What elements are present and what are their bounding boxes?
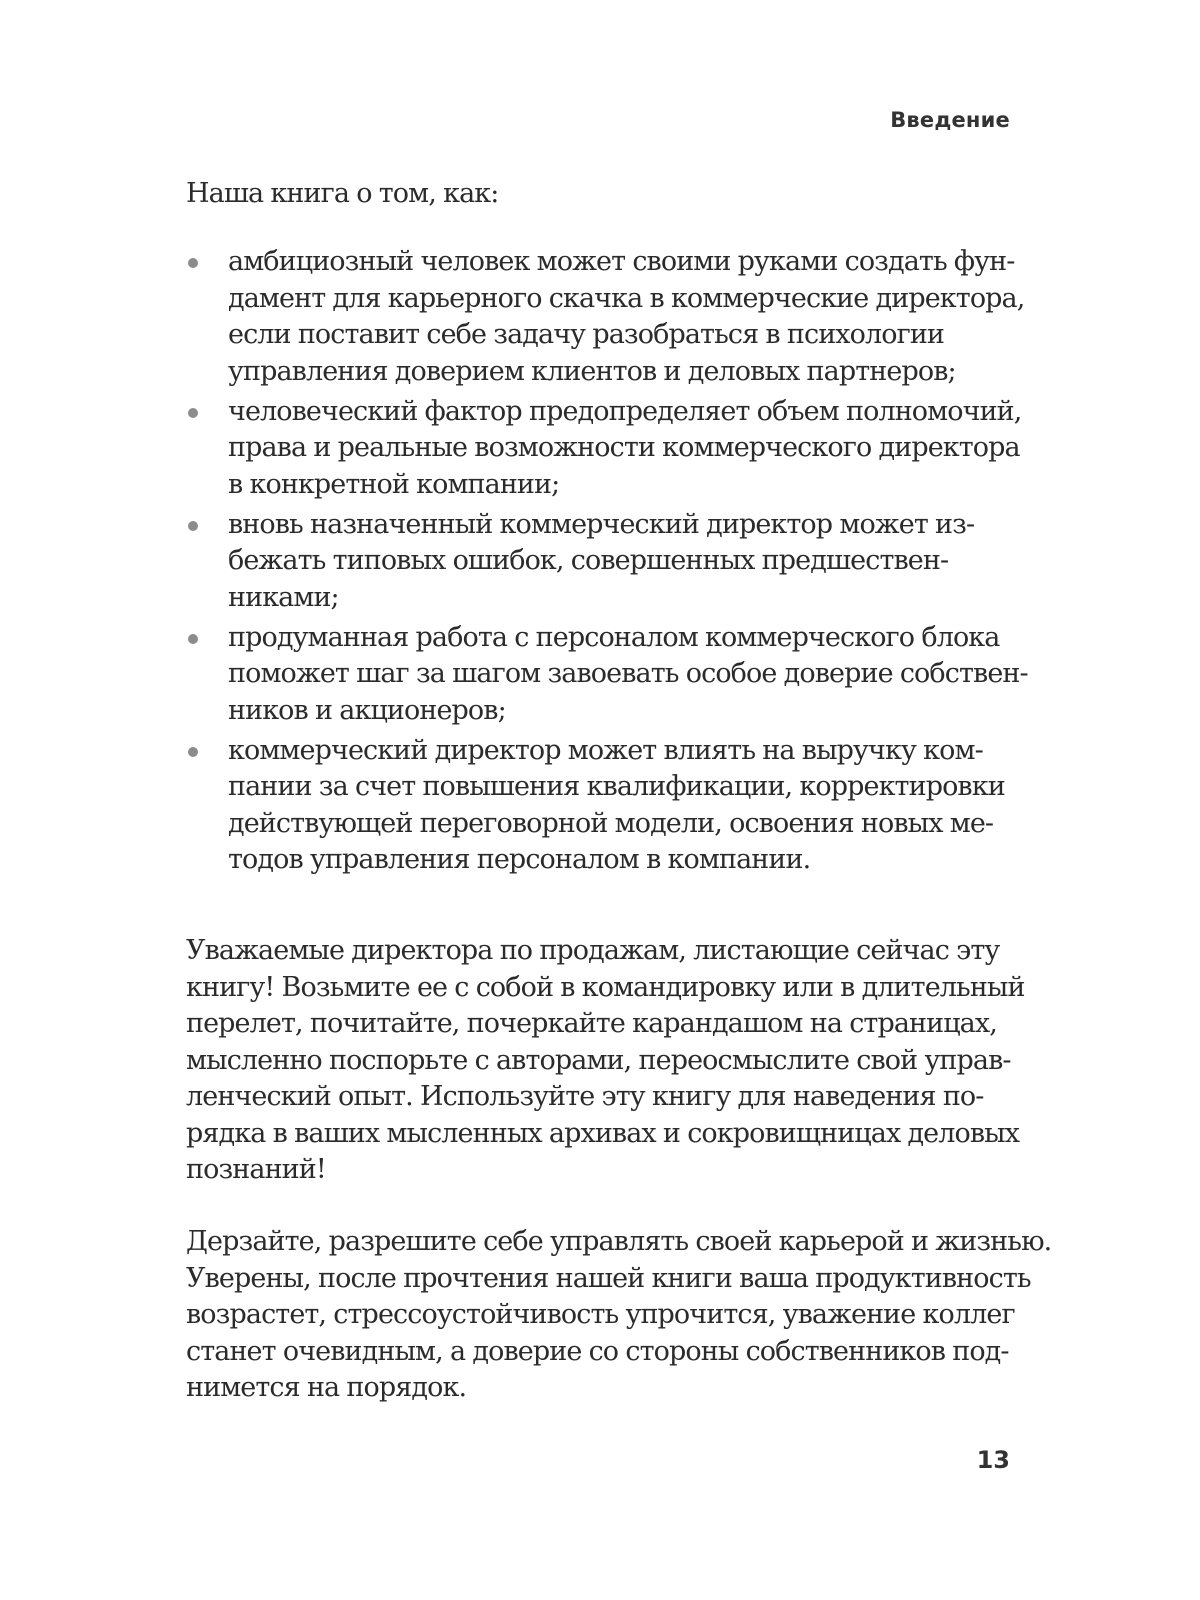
bullet-item [186,394,1022,504]
text-line: мысленно поспорьте с авторами, переосмыслите свой управ- [186,1044,1011,1076]
bullet-item [186,620,1028,730]
text-line: управления доверием клиентов и деловых партнеров; [228,355,956,387]
text-line: если поставит себе задачу разобраться в психологии [228,319,945,350]
text-line: Уверены, после прочтения нашей книги ваша продуктивность [186,1262,1031,1294]
page-number: 13 [976,1446,1010,1474]
text-line: рядка в ваших мысленных архивах и сокровищницах деловых [186,1117,1020,1149]
text-line: права и реальные возможности коммерческого директора [228,432,1020,463]
bullet-list [186,244,1028,882]
bullet-dot-icon [188,634,198,644]
bullet-dot-icon [188,747,198,757]
running-head: Введение [890,108,1010,132]
paragraph-directors [186,933,1025,1189]
text-line: познаний! [186,1154,326,1185]
text-line: бежать типовых ошибок, совершенных предшествен- [228,545,949,576]
text-line: возрастет, стрессоустойчивость упрочится, уважение коллег [186,1299,1015,1330]
text-line: станет очевидным, а доверие со стороны собственников под- [186,1335,1009,1367]
text-line: Уважаемые директора по продажам, листающие сейчас эту [186,935,1000,966]
text-line: Дерзайте, разрешите себе управлять своей карьерой и жизнью. [186,1226,1052,1257]
text-line: вновь назначенный коммерческий директор может из- [228,508,975,540]
text-line: человеческий фактор предопределяет объем полномочий, [228,395,1022,427]
intro-line [186,176,1010,213]
intro-text: Наша книга о том, как: [186,178,499,209]
text-line: поможет шаг за шагом завоевать особое доверие собствен- [228,658,1028,689]
text-line: ников и акционеров; [228,694,506,726]
bullet-dot-icon [188,408,198,418]
text-line: нимется на порядок. [186,1372,467,1403]
text-line: в конкретной компании; [228,468,560,500]
text-line: никами; [228,581,339,613]
text-line: действующей переговорной модели, освоения новых ме- [228,807,994,839]
text-line: дамент для карьерного скачка в коммерческие директора, [228,282,1025,314]
text-line: коммерческий директор может влиять на выручку ком- [228,734,983,766]
text-line: продуманная работа с персоналом коммерческого блока [228,621,1000,653]
text-line: тодов управления персоналом в компании. [228,844,811,875]
bullet-item [186,507,1010,617]
bullet-item [186,733,1010,879]
text-line: ленческий опыт. Используйте эту книгу для наведения по- [186,1081,984,1112]
text-line: перелет, почитайте, почеркайте карандашом на страницах, [186,1008,997,1039]
text-line: пании за счет повышения квалификации, корректировки [228,771,1005,802]
text-line: книгу! Возьмите ее с собой в командировку или в длительный [186,971,1025,1003]
bullet-dot-icon [188,521,198,531]
bullet-dot-icon [188,258,198,268]
bullet-item [186,244,1025,390]
paragraph-closing [186,1224,1052,1407]
text-line: амбициозный человек может своими руками создать фун- [228,246,1015,277]
